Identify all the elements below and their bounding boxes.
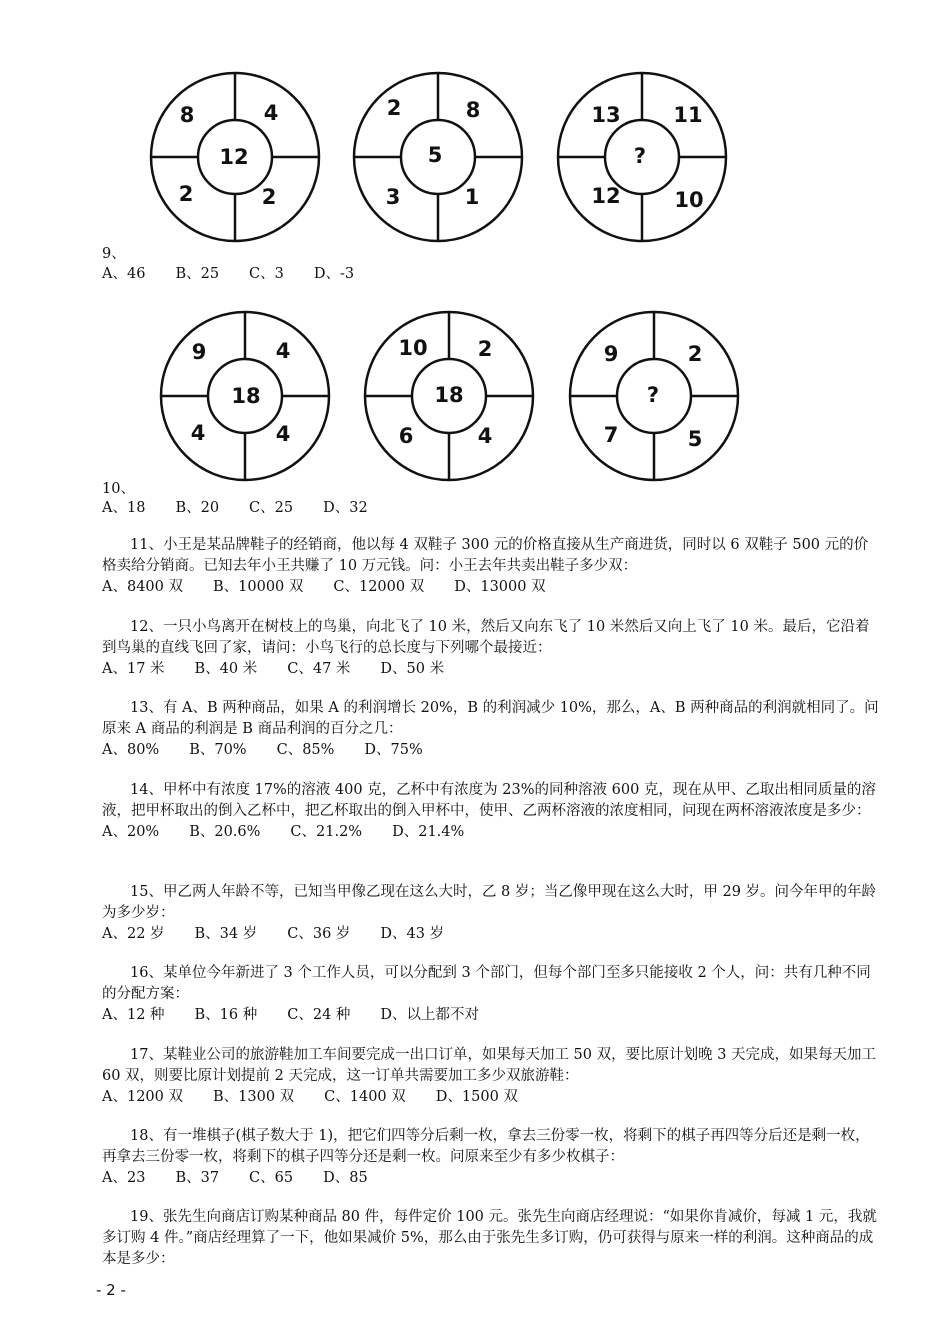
puzzle-9-number: 9、 [102, 246, 126, 262]
circle-value-top-right: 4 [263, 101, 279, 125]
question-options [102, 822, 882, 843]
option-b: B、34 岁 [194, 926, 258, 942]
option-d: D、32 [323, 500, 368, 516]
circle-value-bottom-right: 10 [674, 188, 704, 212]
option-d: D、以上都不对 [380, 1007, 480, 1023]
circle-value-top-left: 10 [398, 336, 428, 360]
puzzle-10-options [102, 498, 398, 518]
option-a: A、23 [102, 1170, 146, 1186]
circle-value-bottom-right: 4 [477, 424, 493, 448]
circle-value-top-right: 11 [673, 103, 703, 127]
circle-value-bottom-left: 7 [603, 423, 619, 447]
circle-value-center: 5 [427, 143, 443, 167]
circle-value-top-right: 8 [465, 98, 481, 122]
option-b: B、10000 双 [212, 579, 304, 595]
option-a: A、12 种 [102, 1007, 165, 1023]
question-stem: 19、张先生向商店订购某种商品 80 件，每件定价 100 元。张先生向商店经理说：“如果你肯减价，每减 1 元，我就多订购 4 件。”商店经理算了一下，他如果减价 5%，那么由于张先生多订购，仍可获得与原来一样的利润。这种商品的成本是多少： [102, 1209, 877, 1267]
option-a: A、8400 双 [102, 579, 183, 595]
option-b: B、70% [189, 742, 247, 758]
option-d: D、75% [364, 742, 423, 758]
question-18 [102, 1126, 882, 1189]
option-d: D、43 岁 [380, 926, 445, 942]
circle-value-bottom-left: 6 [398, 424, 414, 448]
option-c: C、12000 双 [333, 579, 425, 595]
question-11 [102, 535, 882, 598]
option-d: D、50 米 [380, 661, 445, 677]
option-a: A、20% [102, 824, 160, 840]
option-b: B、1300 双 [212, 1089, 295, 1105]
circle-value-bottom-right: 1 [464, 185, 480, 209]
question-options [102, 1005, 882, 1026]
option-d: D、21.4% [392, 824, 465, 840]
question-options [102, 1168, 882, 1189]
circle-value-top-right: 2 [687, 342, 703, 366]
option-c: C、1400 双 [324, 1089, 406, 1105]
page-number: - 2 - [96, 1281, 126, 1299]
option-d: D、-3 [313, 266, 355, 282]
circle-value-top-left: 13 [591, 103, 621, 127]
circle-value-center: ? [646, 383, 660, 407]
option-d: D、1500 双 [435, 1089, 518, 1105]
option-d: D、85 [323, 1170, 368, 1186]
option-b: B、37 [175, 1170, 220, 1186]
option-a: A、22 岁 [102, 926, 165, 942]
puzzle-10-figure-2 [362, 309, 536, 483]
option-d: D、13000 双 [454, 579, 546, 595]
circle-value-top-left: 9 [191, 340, 207, 364]
circle-value-bottom-right: 4 [275, 422, 291, 446]
question-options [102, 924, 882, 945]
circle-value-center: 12 [219, 145, 249, 169]
question-15 [102, 882, 882, 945]
question-14 [102, 780, 882, 843]
circle-value-bottom-right: 2 [261, 185, 277, 209]
option-c: C、65 [249, 1170, 294, 1186]
circle-value-bottom-left: 2 [178, 182, 194, 206]
question-stem: 11、小王是某品牌鞋子的经销商，他以每 4 双鞋子 300 元的价格直接从生产商进货，同时以 6 双鞋子 500 元的价格卖给分销商。已知去年小王共赚了 10 万元钱。问：小王去年共卖出鞋子多少双： [102, 537, 869, 574]
puzzle-9-figure-1 [148, 70, 322, 244]
question-stem: 13、有 A、B 两种商品，如果 A 的利润增长 20%，B 的利润减少 10%，那么，A、B 两种商品的利润就相同了。问原来 A 商品的利润是 B 商品利润的百分之几： [102, 700, 879, 737]
option-c: C、21.2% [290, 824, 363, 840]
circle-value-bottom-left: 4 [190, 421, 206, 445]
question-stem: 14、甲杯中有浓度 17%的溶液 400 克，乙杯中有浓度为 23%的同种溶液 600 克，现在从甲、乙取出相同质量的溶液，把甲杯取出的倒入乙杯中，把乙杯取出的倒入甲杯中，使甲、乙两杯溶液的浓度相同，问现在两杯溶液浓度是多少： [102, 782, 876, 819]
option-c: C、3 [249, 266, 284, 282]
circle-value-center: ? [633, 144, 647, 168]
question-16 [102, 963, 882, 1026]
question-options [102, 659, 882, 680]
puzzle-9-figure-3 [555, 70, 729, 244]
option-c: C、47 米 [287, 661, 351, 677]
circle-value-center: 18 [231, 384, 261, 408]
option-c: C、25 [249, 500, 294, 516]
question-stem: 18、有一堆棋子(棋子数大于 1)，把它们四等分后剩一枚，拿去三份零一枚，将剩下的棋子再四等分后还是剩一枚，再拿去三份零一枚，将剩下的棋子四等分还是剩一枚。问原来至少有多少枚棋子： [102, 1128, 870, 1165]
circle-value-top-left: 9 [603, 342, 619, 366]
circle-value-center: 18 [434, 383, 464, 407]
option-a: A、46 [102, 266, 146, 282]
question-stem: 16、某单位今年新进了 3 个工作人员，可以分配到 3 个部门，但每个部门至多只能接收 2 个人，问：共有几种不同的分配方案： [102, 965, 871, 1002]
question-options [102, 740, 882, 761]
circle-value-bottom-right: 5 [687, 427, 703, 451]
circle-value-top-left: 2 [386, 96, 402, 120]
option-c: C、85% [276, 742, 335, 758]
question-19 [102, 1207, 882, 1270]
circle-value-bottom-left: 3 [385, 185, 401, 209]
question-options [102, 577, 882, 598]
question-stem: 12、一只小鸟离开在树枝上的鸟巢，向北飞了 10 米，然后又向东飞了 10 米然后又向上飞了 10 米。最后，它沿着到鸟巢的直线飞回了家，请问：小鸟飞行的总长度与下列哪个最接近： [102, 619, 870, 656]
option-b: B、25 [175, 266, 220, 282]
circle-value-top-right: 2 [477, 337, 493, 361]
question-12 [102, 617, 882, 680]
puzzle-10-figure-3 [567, 309, 741, 483]
option-a: A、17 米 [102, 661, 165, 677]
option-c: C、24 种 [287, 1007, 351, 1023]
option-a: A、1200 双 [102, 1089, 183, 1105]
option-c: C、36 岁 [287, 926, 351, 942]
question-stem: 15、甲乙两人年龄不等，已知当甲像乙现在这么大时，乙 8 岁；当乙像甲现在这么大时，甲 29 岁。问今年甲的年龄为多少岁： [102, 884, 877, 921]
option-b: B、20.6% [189, 824, 261, 840]
option-b: B、20 [175, 500, 220, 516]
circle-value-top-right: 4 [275, 339, 291, 363]
circle-value-bottom-left: 12 [591, 184, 621, 208]
puzzle-10-number: 10、 [102, 481, 135, 497]
question-13 [102, 698, 882, 761]
option-a: A、80% [102, 742, 160, 758]
question-options [102, 1087, 882, 1108]
puzzle-10-figure-1 [158, 309, 332, 483]
option-a: A、18 [102, 500, 146, 516]
question-17 [102, 1045, 882, 1108]
circle-value-top-left: 8 [179, 103, 195, 127]
option-b: B、16 种 [194, 1007, 258, 1023]
question-stem: 17、某鞋业公司的旅游鞋加工车间要完成一出口订单，如果每天加工 50 双，要比原计划晚 3 天完成，如果每天加工 60 双，则要比原计划提前 2 天完成，这一订单共需要加工多少双旅游鞋： [102, 1047, 877, 1084]
puzzle-9-figure-2 [351, 70, 525, 244]
puzzle-9-options [102, 264, 384, 284]
option-b: B、40 米 [194, 661, 258, 677]
